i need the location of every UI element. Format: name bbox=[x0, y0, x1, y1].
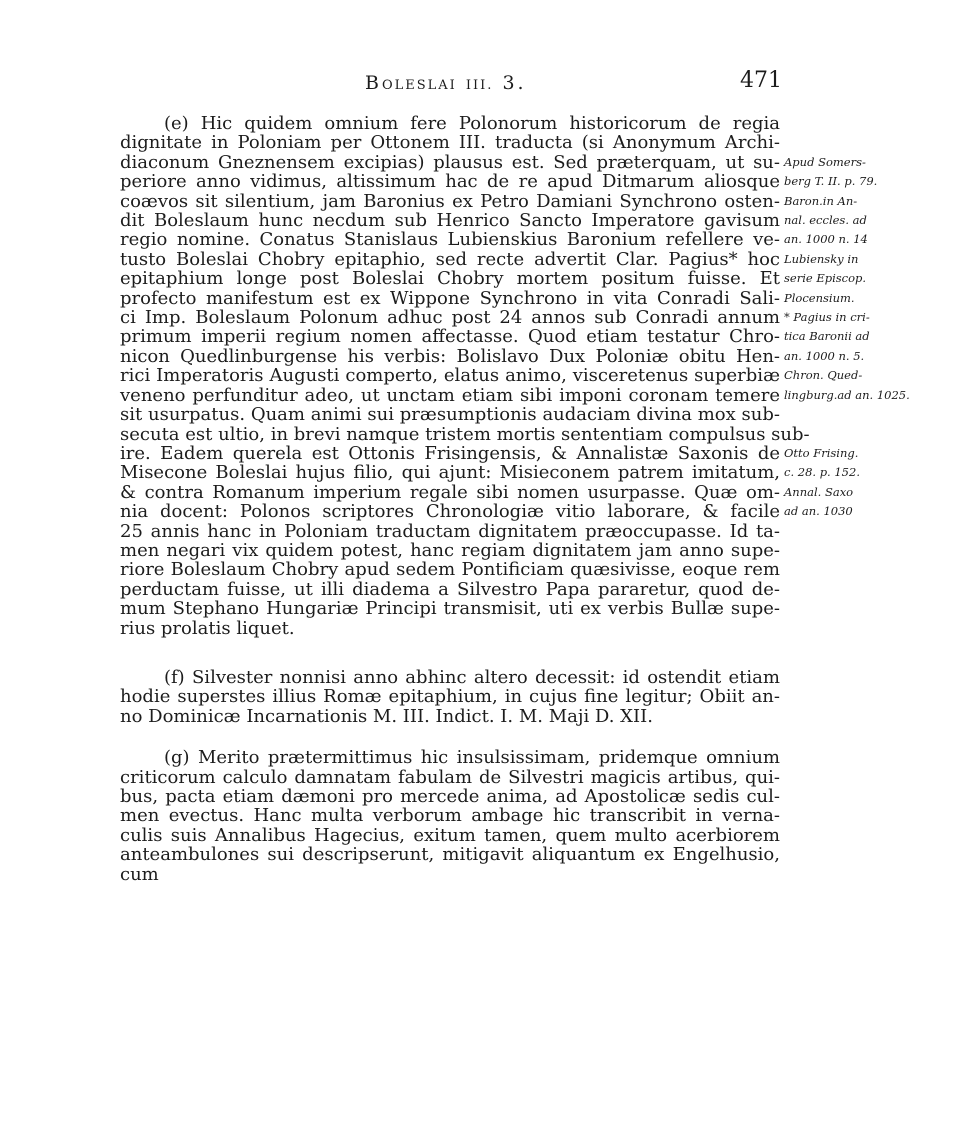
text-line bbox=[120, 687, 930, 706]
margin-note: tica Baronii ad bbox=[784, 329, 870, 344]
text-line bbox=[120, 502, 930, 521]
line-text: ci Imp. Boleslaum Polonum adhuc post 24 annos sub Conradi annum bbox=[120, 307, 780, 329]
text-line bbox=[120, 366, 930, 385]
line-text: periore anno vidimus, altissimum hac de re apud Ditmarum aliosque bbox=[120, 171, 780, 193]
line-text: bus, pacta etiam dæmoni pro mercede anima, ad Apostolicæ sedis cul- bbox=[120, 786, 780, 807]
text-line bbox=[120, 114, 930, 133]
text-line bbox=[120, 599, 930, 618]
margin-note: an. 1000 n. 14 bbox=[784, 232, 868, 247]
text-line bbox=[120, 153, 930, 172]
text-line bbox=[120, 560, 930, 579]
line-text: nicon Quedlinburgense his verbis: Bolislavo Dux Poloniæ obitu Hen- bbox=[120, 345, 780, 367]
text-line bbox=[120, 405, 930, 424]
margin-note: Chron. Qued- bbox=[784, 368, 863, 383]
running-header bbox=[0, 66, 960, 96]
line-text: dignitate in Poloniam per Ottonem III. traducta (si Anonymum Archi- bbox=[120, 132, 780, 154]
line-text: rius prolatis liquet. bbox=[120, 617, 295, 639]
text-line bbox=[120, 386, 930, 405]
margin-note: Annal. Saxo bbox=[784, 484, 854, 499]
line-text: men evectus. Hanc multa verborum ambage hic transcribit in verna- bbox=[120, 805, 780, 827]
text-line bbox=[120, 541, 930, 560]
line-text: cum bbox=[120, 863, 159, 885]
page-body bbox=[120, 114, 930, 884]
line-text: riore Boleslaum Chobry apud sedem Pontificiam quæsivisse, eoque rem bbox=[120, 559, 780, 581]
line-text: 25 annis hanc in Poloniam traductam dignitatem præoccupasse. Id ta- bbox=[120, 520, 780, 542]
text-line bbox=[120, 192, 930, 211]
line-text: coævos sit silentium, jam Baronius ex Petro Damiani Synchrono osten- bbox=[120, 190, 780, 212]
margin-note: Apud Somers- bbox=[784, 154, 866, 169]
text-line bbox=[120, 522, 930, 541]
line-text: profecto manifestum est ex Wippone Synchrono in vita Conradi Sali- bbox=[120, 287, 780, 309]
footnote-f bbox=[120, 668, 930, 726]
margin-note: Otto Frising. bbox=[784, 445, 859, 460]
text-line bbox=[120, 826, 930, 845]
margin-note: nal. eccles. ad bbox=[784, 213, 867, 228]
text-line bbox=[120, 250, 930, 269]
margin-note: * Pagius in cri- bbox=[784, 310, 870, 325]
text-line bbox=[120, 347, 930, 366]
text-line bbox=[120, 748, 930, 767]
text-line bbox=[120, 787, 930, 806]
text-line bbox=[120, 230, 930, 249]
line-text: sit usurpatus. Quam animi sui præsumptionis audaciam divina mox sub- bbox=[120, 404, 780, 426]
text-line bbox=[120, 865, 930, 884]
line-text: regio nomine. Conatus Stanislaus Lubienskius Baronium refellere ve- bbox=[120, 229, 780, 251]
line-text: secuta est ultio, in brevi namque tristem mortis sententiam compulsus sub- bbox=[120, 423, 810, 445]
text-line bbox=[120, 463, 930, 482]
line-text: anteambulones sui descripserunt, mitigavit aliquantum ex Engelhusio, bbox=[120, 844, 780, 866]
line-text: (f) Silvester nonnisi anno abhinc altero decessit: id ostendit etiam bbox=[164, 666, 780, 688]
line-text: diaconum Gneznensem excipias) plausus est. Sed præterquam, ut su- bbox=[120, 151, 780, 173]
text-line bbox=[120, 327, 930, 346]
line-text: (e) Hic quidem omnium fere Polonorum historicorum de regia bbox=[164, 113, 780, 134]
line-text: dit Boleslaum hunc necdum sub Henrico Sancto Imperatore gavisum bbox=[120, 210, 780, 232]
line-text: men negari vix quidem potest, hanc regiam dignitatem jam anno supe- bbox=[120, 539, 780, 561]
line-text: (g) Merito prætermittimus hic insulsissimam, pridemque omnium bbox=[164, 747, 780, 769]
line-text: veneno perfunditur adeo, ut unctam etiam sibi imponi coronam temere bbox=[120, 384, 780, 406]
margin-note: c. 28. p. 152. bbox=[784, 465, 860, 480]
text-line bbox=[120, 425, 930, 444]
line-text: ire. Eadem querela est Ottonis Frisingensis, & Annalistæ Saxonis de bbox=[120, 442, 780, 464]
line-text: primum imperii regium nomen affectasse. Quod etiam testatur Chro- bbox=[120, 326, 780, 348]
margin-note: ad an. 1030 bbox=[784, 504, 853, 519]
margin-note: Baron.in An- bbox=[784, 193, 858, 208]
footnote-e bbox=[120, 114, 930, 638]
line-text: nia docent: Polonos scriptores Chronologiæ vitio laborare, & facile bbox=[120, 501, 780, 523]
text-line bbox=[120, 133, 930, 152]
line-text: no Dominicæ Incarnationis M. III. Indict. I. M. Maji D. XII. bbox=[120, 705, 653, 727]
page-number: 471 bbox=[740, 68, 782, 93]
text-line bbox=[120, 289, 930, 308]
line-text: rici Imperatoris Augusti comperto, elatus animo, visceretenus superbiæ bbox=[120, 365, 780, 387]
line-text: & contra Romanum imperium regale sibi nomen usurpasse. Quæ om- bbox=[120, 481, 780, 503]
margin-note: lingburg.ad an. 1025. bbox=[784, 387, 910, 402]
text-line bbox=[120, 308, 930, 327]
text-line bbox=[120, 768, 930, 787]
text-line bbox=[120, 707, 930, 726]
line-text: Misecone Boleslai hujus filio, qui ajunt: Misieconem patrem imitatum, bbox=[120, 462, 780, 484]
margin-note: berg T. II. p. 79. bbox=[784, 174, 878, 189]
margin-note: Lubiensky in bbox=[784, 251, 859, 266]
running-head: BOLESLAI III. 3. bbox=[365, 72, 527, 94]
text-line bbox=[120, 269, 930, 288]
margin-note: Plocensium. bbox=[784, 290, 855, 305]
text-line bbox=[120, 580, 930, 599]
text-line bbox=[120, 483, 930, 502]
margin-note: an. 1000 n. 5. bbox=[784, 348, 865, 363]
text-line bbox=[120, 619, 930, 638]
footnote-g bbox=[120, 748, 930, 884]
margin-note: serie Episcop. bbox=[784, 271, 867, 286]
line-text: culis suis Annalibus Hagecius, exitum tamen, quem multo acerbiorem bbox=[120, 824, 780, 846]
text-line bbox=[120, 668, 930, 687]
text-line bbox=[120, 172, 930, 191]
line-text: perductam fuisse, ut illi diadema a Silvestro Papa pararetur, quod de- bbox=[120, 578, 780, 600]
text-line bbox=[120, 845, 930, 864]
line-text: criticorum calculo damnatam fabulam de Silvestri magicis artibus, qui- bbox=[120, 766, 780, 788]
text-line bbox=[120, 806, 930, 825]
line-text: tusto Boleslai Chobry epitaphio, sed recte advertit Clar. Pagius* hoc bbox=[120, 248, 780, 270]
text-line bbox=[120, 444, 930, 463]
line-text: mum Stephano Hungariæ Principi transmisit, uti ex verbis Bullæ supe- bbox=[120, 598, 780, 620]
line-text: epitaphium longe post Boleslai Chobry mortem positum fuisse. Et bbox=[120, 268, 780, 290]
text-line bbox=[120, 211, 930, 230]
line-text: hodie superstes illius Romæ epitaphium, in cujus fine legitur; Obiit an- bbox=[120, 686, 780, 708]
